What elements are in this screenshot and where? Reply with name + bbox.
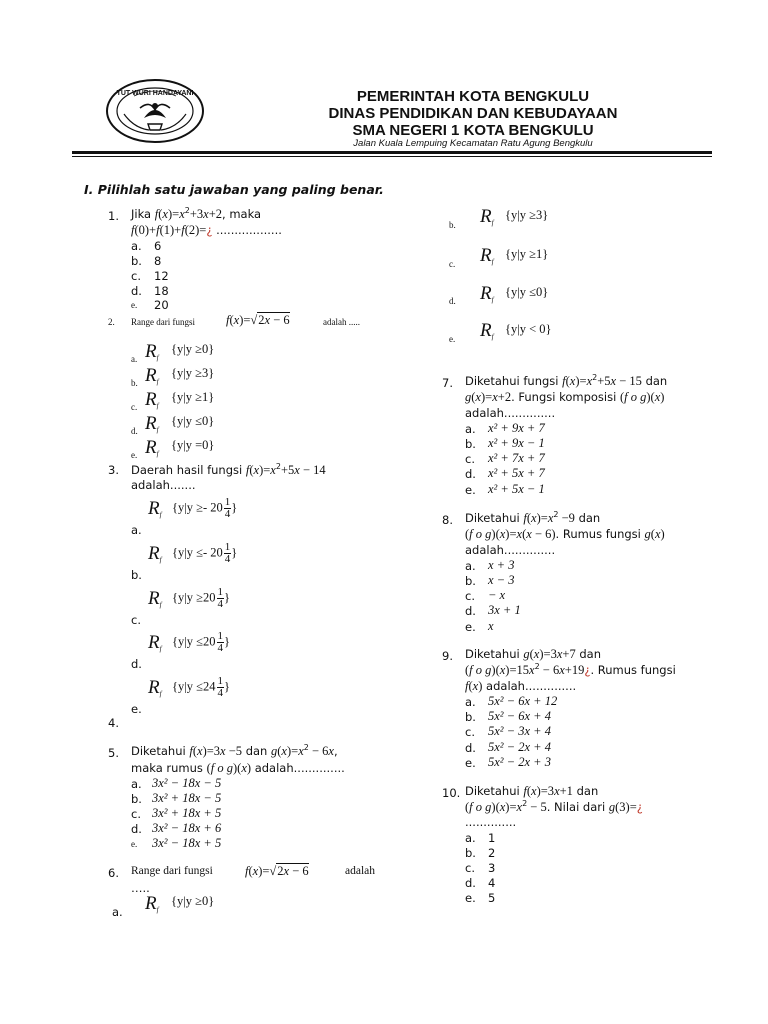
q5-opt-b: 3x² + 18x − 5	[152, 791, 222, 805]
q3-opt-e-R: $R_f$	[148, 677, 162, 698]
q7-number: 7.	[442, 376, 453, 390]
q8-opt-e-label: e.	[465, 620, 476, 634]
q7-opt-b-label: b.	[465, 437, 476, 451]
right-opt-c: {y|y ≥1}	[505, 247, 549, 261]
q8-stem-line3: adalah..............	[465, 543, 556, 557]
q10-opt-c-label: c.	[465, 861, 475, 875]
q9-opt-c-label: c.	[465, 725, 475, 739]
q1-number: 1.	[108, 209, 119, 223]
q7-opt-c-label: c.	[465, 452, 475, 466]
q2-stem-b: adalah .....	[323, 317, 360, 327]
q6-formula: f(x)=√2x − 6	[245, 864, 309, 878]
q10-opt-d: 4	[488, 876, 496, 890]
q8-opt-e: x	[488, 619, 494, 633]
q8-opt-d: 3x + 1	[488, 603, 521, 617]
q5-opt-b-label: b.	[131, 792, 142, 806]
q2-stem-a: Range dari fungsi	[131, 317, 195, 327]
q9-opt-d-label: d.	[465, 741, 476, 755]
q3-opt-c-R: $R_f$	[148, 588, 162, 609]
q3-opt-d-label: d.	[131, 657, 142, 671]
header-line-2: DINAS PENDIDIKAN DAN KEBUDAYAAN	[328, 105, 618, 122]
q5-stem-line1: Diketahui f(x)=3x −5 dan $g(x)=x^2 - 6x$,	[131, 743, 338, 758]
q7-opt-d: x² + 5x + 7	[488, 466, 545, 480]
q9-opt-d: 5x² − 2x + 4	[488, 740, 551, 754]
q1-stem-line2: f(0)+f(1)+f(2)=¿ ..................	[131, 223, 282, 237]
q3-opt-c: {y|y ≥20 $\frac{1}{4}$ }	[172, 586, 230, 610]
q2-formula: f(x)=√2x − 6	[226, 313, 290, 327]
header-address: Jalan Kuala Lempuing Kecamatan Ratu Agung Bengkulu	[353, 138, 593, 149]
q2-opt-c: {y|y ≥1}	[171, 390, 215, 404]
q3-opt-b-label: b.	[131, 568, 142, 582]
q5-opt-d-label: d.	[131, 822, 142, 836]
q2-opt-a-label: a.	[131, 354, 138, 364]
q3-opt-d: {y|y ≤20 $\frac{1}{4}$ }	[172, 630, 230, 654]
right-opt-e: {y|y < 0}	[505, 322, 552, 336]
q10-number: 10.	[442, 786, 461, 800]
q9-opt-a-label: a.	[465, 695, 476, 709]
q8-stem-line2: (f o g)(x)=x(x − 6). Rumus fungsi g(x)	[465, 527, 665, 541]
q2-opt-c-R: $R_f$	[145, 389, 159, 410]
q2-opt-e-label: e.	[131, 450, 138, 460]
q8-opt-a: x + 3	[488, 558, 515, 572]
q10-opt-d-label: d.	[465, 876, 476, 890]
header-line-1: PEMERINTAH KOTA BENGKULU	[356, 88, 590, 105]
q6-opt-a-label: a.	[112, 905, 123, 919]
q8-opt-d-label: d.	[465, 604, 476, 618]
q5-number: 5.	[108, 746, 119, 760]
q9-number: 9.	[442, 649, 453, 663]
q2-opt-d-R: $R_f$	[145, 413, 159, 434]
q10-opt-e: 5	[488, 891, 496, 905]
q3-stem-2: adalah.......	[131, 478, 196, 492]
q2-opt-d-label: d.	[131, 426, 138, 436]
q1-opt-e-label: e.	[131, 300, 138, 310]
right-opt-c-label: c.	[449, 259, 456, 269]
right-opt-b-label: b.	[449, 220, 456, 230]
q9-stem-line2: (f o $g)(x)=15x^2$ − 6x+19¿. Rumus fungsi	[465, 662, 676, 677]
q9-stem-line3: f(x) adalah..............	[465, 679, 577, 693]
q2-opt-e-R: $R_f$	[145, 437, 159, 458]
q3-opt-a-R: $R_f$	[148, 498, 162, 519]
q1-opt-a: 6	[154, 239, 162, 253]
q3-opt-e-label: e.	[131, 702, 142, 716]
q9-opt-c: 5x² − 3x + 4	[488, 724, 551, 738]
q10-stem-line3: ..............	[465, 815, 517, 829]
q2-opt-b-R: $R_f$	[145, 365, 159, 386]
q1-opt-b: 8	[154, 254, 162, 268]
q7-stem-line1: Diketahui fungsi $f(x)=x^2+5x - 15$ dan	[465, 373, 668, 388]
q8-opt-b-label: b.	[465, 574, 476, 588]
q10-stem-line1: Diketahui f(x)=3x+1 dan	[465, 784, 599, 798]
q2-opt-d: {y|y ≤0}	[171, 414, 215, 428]
q5-opt-c-label: c.	[131, 807, 141, 821]
q1-opt-e: 20	[154, 298, 169, 312]
q6-opt-a: {y|y ≥0}	[171, 894, 215, 908]
q2-opt-a: {y|y ≥0}	[171, 342, 215, 356]
header-rule-thin	[72, 156, 712, 157]
right-opt-c-R: $R_f$	[480, 245, 494, 266]
svg-text:TUT WURI HANDAYANI: TUT WURI HANDAYANI	[116, 90, 194, 97]
right-opt-b: {y|y ≥3}	[505, 208, 549, 222]
q7-stem-line2: g(x)=x+2. Fungsi komposisi (f o g)(x)	[465, 390, 665, 404]
q2-opt-a-R: $R_f$	[145, 341, 159, 362]
q9-opt-b-label: b.	[465, 710, 476, 724]
q9-opt-b: 5x² − 6x + 4	[488, 709, 551, 723]
q5-opt-d: 3x² − 18x + 6	[152, 821, 222, 835]
q7-opt-a-label: a.	[465, 422, 476, 436]
q2-opt-e: {y|y =0}	[171, 438, 215, 452]
q1-stem-line1: Jika $f(x)=x^2+3x+2$, maka	[131, 206, 262, 221]
q2-number: 2.	[108, 317, 115, 327]
q10-opt-b: 2	[488, 846, 496, 860]
q7-opt-c: x² + 7x + 7	[488, 451, 545, 465]
q7-opt-a: x² + 9x + 7	[488, 421, 545, 435]
q10-stem-line2: (f o $g)(x)=x^2 - 5$. Nilai dari g(3)=¿	[465, 799, 643, 814]
q2-opt-c-label: c.	[131, 402, 138, 412]
q3-opt-a-label: a.	[131, 523, 142, 537]
q6-stem-b: adalah	[345, 865, 376, 877]
q8-stem-line1: Diketahui $f(x)=x^2 -9$ dan	[465, 510, 601, 525]
q9-opt-e: 5x² − 2x + 3	[488, 755, 551, 769]
q3-opt-b: {y|y ≤- 20 $\frac{1}{4}$ }	[172, 541, 238, 565]
q2-opt-b-label: b.	[131, 378, 138, 388]
q1-opt-a-label: a.	[131, 239, 142, 253]
q6-number: 6.	[108, 866, 119, 880]
q3-number: 3.	[108, 463, 119, 477]
q5-opt-e: 3x² − 18x + 5	[152, 836, 222, 850]
right-opt-d-R: $R_f$	[480, 283, 494, 304]
q7-opt-d-label: d.	[465, 467, 476, 481]
q8-number: 8.	[442, 513, 453, 527]
header-rule-thick	[72, 151, 712, 154]
q8-opt-c-label: c.	[465, 589, 475, 603]
q9-opt-a: 5x² − 6x + 12	[488, 694, 558, 708]
q3-opt-a: {y|y ≥- 20 $\frac{1}{4}$ }	[172, 496, 238, 520]
right-opt-b-R: $R_f$	[480, 206, 494, 227]
q3-opt-d-R: $R_f$	[148, 632, 162, 653]
q8-opt-c: − x	[488, 588, 506, 602]
q5-opt-a: 3x² − 18x − 5	[152, 776, 222, 790]
q3-stem: Daerah hasil fungsi $f(x)=x^2+5x - 14$	[131, 462, 326, 477]
q8-opt-b: x − 3	[488, 573, 515, 587]
q6-opt-a-R: $R_f$	[145, 893, 159, 914]
header-line-3: SMA NEGERI 1 KOTA BENGKULU	[352, 122, 594, 139]
q4-number: 4.	[108, 716, 119, 730]
right-opt-d-label: d.	[449, 296, 456, 306]
q7-stem-line3: adalah..............	[465, 406, 556, 420]
q1-opt-b-label: b.	[131, 254, 142, 268]
right-opt-d: {y|y ≤0}	[505, 285, 549, 299]
q5-opt-c: 3x² + 18x + 5	[152, 806, 222, 820]
q10-opt-a-label: a.	[465, 831, 476, 845]
q6-stem-c: …..	[131, 881, 150, 895]
right-opt-e-R: $R_f$	[480, 320, 494, 341]
q7-opt-e-label: e.	[465, 483, 476, 497]
q1-opt-d-label: d.	[131, 284, 142, 298]
q3-opt-c-label: c.	[131, 613, 141, 627]
q1-opt-d: 18	[154, 284, 169, 298]
school-logo	[104, 78, 206, 144]
q10-opt-c: 3	[488, 861, 496, 875]
q10-opt-e-label: e.	[465, 891, 476, 905]
q1-opt-c: 12	[154, 269, 169, 283]
q10-opt-b-label: b.	[465, 846, 476, 860]
q5-opt-e-label: e.	[131, 839, 138, 849]
q10-opt-a: 1	[488, 831, 496, 845]
q5-stem-line2: maka rumus (f o g)(x) adalah..............	[131, 761, 345, 775]
right-opt-e-label: e.	[449, 334, 456, 344]
q2-opt-b: {y|y ≥3}	[171, 366, 215, 380]
q7-opt-e: x² + 5x − 1	[488, 482, 545, 496]
q3-opt-b-R: $R_f$	[148, 543, 162, 564]
q3-opt-e: {y|y ≤24 $\frac{1}{4}$ }	[172, 675, 230, 699]
q6-stem-a: Range dari fungsi	[131, 865, 213, 877]
section-title: I. Pilihlah satu jawaban yang paling benar.	[84, 182, 384, 197]
q8-opt-a-label: a.	[465, 559, 476, 573]
q7-opt-b: x² + 9x − 1	[488, 436, 545, 450]
q9-stem-line1: Diketahui g(x)=3x+7 dan	[465, 647, 601, 661]
q1-opt-c-label: c.	[131, 269, 141, 283]
q9-opt-e-label: e.	[465, 756, 476, 770]
q5-opt-a-label: a.	[131, 777, 142, 791]
